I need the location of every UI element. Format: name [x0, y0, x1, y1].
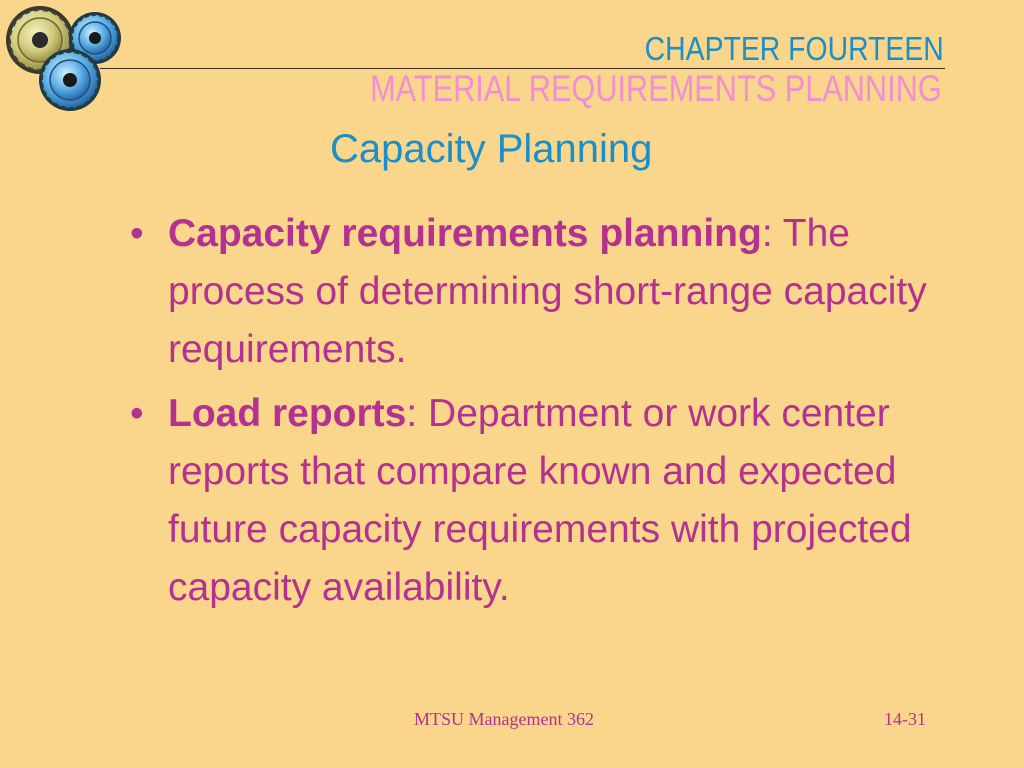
bullet-term: Load reports — [168, 392, 407, 435]
bullet-marker: • — [130, 212, 144, 255]
gears-icon — [0, 0, 125, 115]
bullet-term: Capacity requirements planning — [168, 212, 762, 255]
bullet-text: Department or work center reports that compare known and expected future capacity requirements with projected capacity availability. — [168, 392, 912, 609]
chapter-subtitle: MATERIAL REQUIREMENTS PLANNING — [370, 68, 942, 109]
bullet-item — [130, 385, 980, 617]
bullet-item — [130, 205, 980, 379]
bullet-separator: : — [406, 392, 418, 435]
bullet-list — [130, 205, 980, 623]
footer-course: MTSU Management 362 — [414, 709, 594, 729]
slide-title: Capacity Planning — [330, 127, 653, 171]
footer-page-number: 14-31 — [884, 709, 926, 729]
bullet-marker: • — [130, 392, 144, 435]
bullet-text: The process of determining short-range capacity requirements. — [168, 212, 927, 371]
chapter-heading: CHAPTER FOURTEEN — [644, 30, 944, 67]
bullet-separator: : — [761, 212, 773, 255]
